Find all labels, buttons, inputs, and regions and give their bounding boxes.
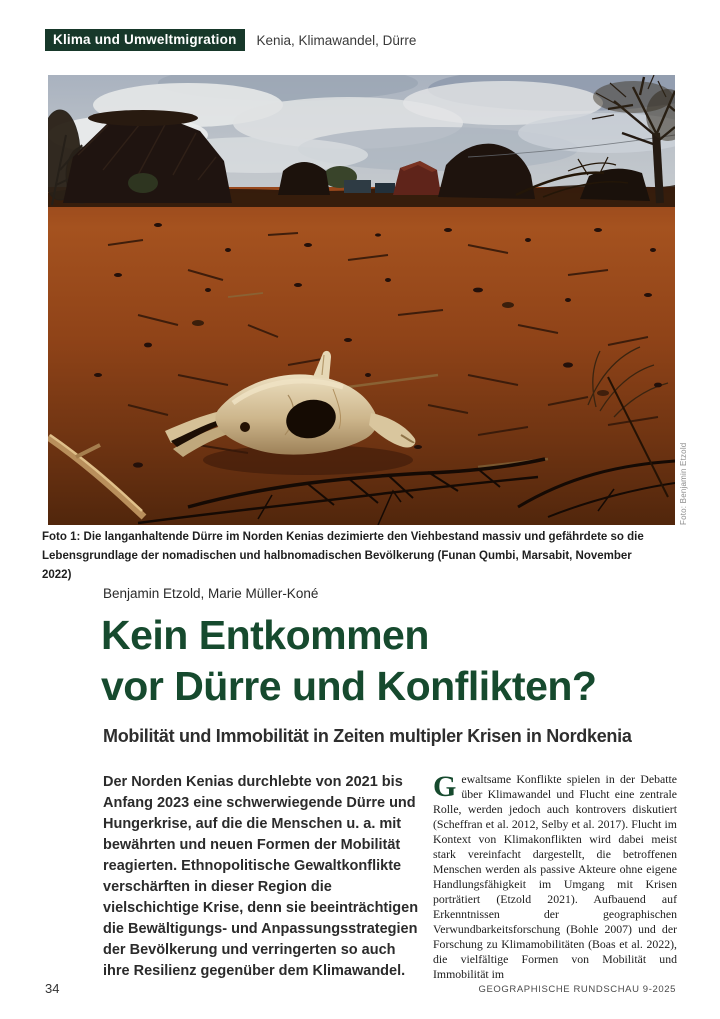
page-header — [45, 29, 416, 51]
drought-photo-illustration — [48, 75, 675, 525]
photo-credit: Foto: Benjamin Etzold — [679, 442, 688, 525]
drop-cap: G — [433, 770, 457, 803]
body-column — [433, 772, 677, 982]
body-paragraph — [433, 772, 677, 982]
body-text: ewaltsame Konflikte spielen in der Debatte über Klimawandel und Flucht eine zentrale Rolle, werden jedoch auch kontrovers diskutiert (Scheffran et al. 2012, Selby et al. 2017). Flucht im Kontext von Klimakonflikten wird dabei meist stark vereinfacht dargestellt, die betroffenen Menschen werden als passive Akteure ohne eigene Handlungsfähigkeit im Umgang mit Krisen porträtiert (Etzold 2021). Aufbauend auf Erkenntnissen der geographischen Verwundbarkeitsforschung (Bohle 2007) und der Forschung zu Klimamobilitäten (Boas et al. 2022), die vielfältige Formen von Mobilität und Immobilität im — [433, 772, 677, 981]
page-number: 34 — [45, 981, 60, 996]
intro-column — [103, 772, 421, 982]
topic-keywords: Kenia, Klimawandel, Dürre — [256, 32, 417, 48]
intro-paragraph: Der Norden Kenias durchlebte von 2021 bis Anfang 2023 eine schwerwiegende Dürre und Hungerkrise, auf die die Menschen u. a. mit bewährten und neuen Formen der Mobilität reagierten. Ethnopolitische Gewaltkonflikte verschärften in dieser Region die vielschichtige Krise, denn sie beeinträchtigen die Bewältigungs- und Anpassungsstrategien der Bevölkerung und verringerten so auch ihre Resilienz gegenüber dem Klimawandel. — [103, 774, 419, 979]
article-title — [101, 610, 676, 712]
dry-earth — [48, 187, 675, 525]
category-badge: Klima und Umweltmigration — [45, 29, 245, 51]
drought-photo — [48, 75, 675, 525]
article-title-line1: Kein Entkommen — [101, 612, 429, 658]
article-subtitle: Mobilität und Immobilität in Zeiten multipler Krisen in Nordkenia — [103, 726, 632, 746]
journal-name: GEOGRAPHISCHE RUNDSCHAU 9-2025 — [478, 984, 676, 995]
article-body — [103, 772, 677, 982]
photo-caption: Foto 1: Die langanhaltende Dürre im Norden Kenias dezimierte den Viehbestand massiv und gefährdete so die Lebensgrundlage der nomadischen und halbnomadischen Bevölkerung (Funan Qumbi, Marsabit, November 2022) — [42, 531, 644, 581]
article-authors: Benjamin Etzold, Marie Müller-Koné — [103, 586, 319, 601]
article-title-line2: vor Dürre und Konflikten? — [101, 663, 597, 709]
